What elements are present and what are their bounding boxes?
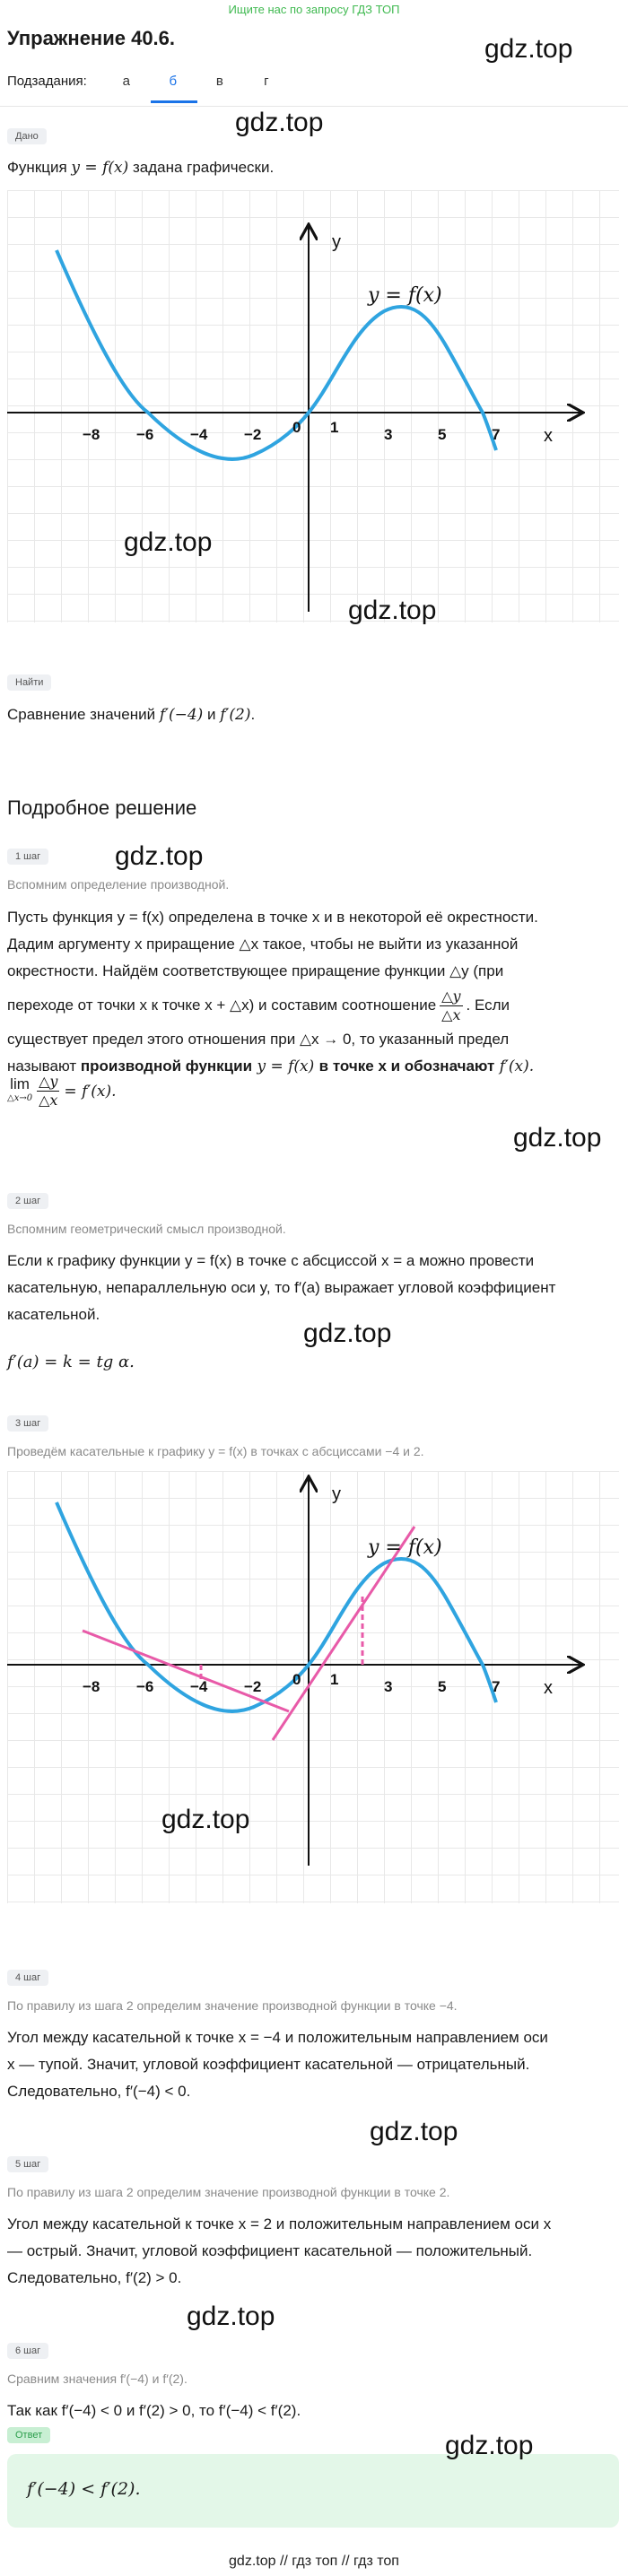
watermark: gdz.top [235,108,324,137]
answer-text: f′(−4) < f′(2). [27,2479,141,2499]
x-tick: 7 [492,1678,501,1695]
watermark: gdz.top [513,1123,602,1153]
limit-formula: lim △x→0 $\frac{\triangle y}{\triangle x}$ = f′(x). [7,1073,117,1109]
x-tick: 5 [438,1678,447,1695]
x-tick: −6 [136,426,154,443]
x-tick: 1 [330,419,339,436]
step-badge: 5 шаг [7,2156,48,2172]
solution-heading: Подробное решение [7,796,197,819]
given-badge: Дано [7,128,47,144]
x-axis-label: x [544,426,553,446]
x-tick: −2 [244,426,262,443]
subtasks-label: Подзадания: [7,74,87,89]
graph-2-svg [7,1471,619,1903]
given-text: Функция y = f(x) задана графически. [7,159,275,177]
step-hint: По правилу из шага 2 определим значение производной функции в точке −4. [7,1998,458,2013]
page-title: Упражнение 40.6. [7,27,176,49]
watermark: gdz.top [445,2431,534,2460]
x-axis-label: x [544,1678,553,1698]
step-2-text: Если к графику функции y = f(x) в точке с абсциссой x = a можно провести касательную, непараллельную оси y, то f′(a) выражает угловой коэффициент касательной. [7,1252,556,1323]
x-tick: 3 [384,426,393,443]
x-tick: 7 [492,426,501,443]
step-hint: Проведём касательные к графику y = f(x) в точках с абсциссами −4 и 2. [7,1444,424,1458]
answer-badge: Ответ [7,2427,50,2443]
step-badge: 2 шаг [7,1193,48,1209]
x-tick: −8 [83,1678,100,1695]
find-badge: Найти [7,674,51,691]
step-hint: Вспомним геометрический смысл производной. [7,1222,286,1236]
step-badge: 3 шаг [7,1415,48,1432]
x-tick: 0 [292,419,301,436]
graph-1-svg [7,190,619,622]
function-curve [57,250,496,459]
step-5-text: Угол между касательной к точке x = 2 и положительным направлением оси x — острый. Значит, угловой коэффициент касательной — положительный. Следовательно, f′(2) > 0. [7,2215,552,2286]
watermark: gdz.top [348,596,437,625]
y-axis-label: y [332,232,341,252]
promo-banner[interactable]: Ищите нас по запросу ГДЗ ТОП [228,3,400,16]
x-tick: −2 [244,1678,262,1695]
watermark: gdz.top [484,34,573,64]
watermark: gdz.top [124,527,213,557]
graph-1 [7,190,619,622]
watermark: gdz.top [115,841,204,871]
x-tick: −4 [190,1678,208,1695]
step-hint: Сравним значения f′(−4) и f′(2). [7,2371,188,2386]
step-badge: 4 шаг [7,1970,48,1986]
curve-label: y = f(x) [368,1536,442,1559]
subtasks-bar [7,74,290,89]
tangent-at-minus-4 [83,1631,289,1711]
footer[interactable]: gdz.top // гдз топ // гдз топ [229,2554,399,2569]
active-tab-indicator [151,100,197,103]
x-tick: 3 [384,1678,393,1695]
watermark: gdz.top [187,2302,275,2331]
x-tick: 5 [438,426,447,443]
find-text: Сравнение значений f′(−4) и f′(2). [7,706,256,724]
watermark: gdz.top [303,1318,392,1348]
step-hint: Вспомним определение производной. [7,877,230,892]
x-tick: 1 [330,1671,339,1688]
watermark: gdz.top [370,2117,458,2146]
tab-g[interactable]: г [264,74,269,89]
function-curve [57,1502,496,1711]
tab-a[interactable]: а [122,74,130,89]
tab-b[interactable]: б [169,74,178,89]
x-tick: −8 [83,426,100,443]
y-axis-label: y [332,1484,341,1504]
x-tick: 0 [292,1671,301,1688]
step-2-formula: f′(a) = k = tg α. [7,1353,135,1371]
step-hint: По правилу из шага 2 определим значение производной функции в точке 2. [7,2185,450,2199]
step-4-text: Угол между касательной к точке x = −4 и положительным направлением оси x — тупой. Значит, угловой коэффициент касательной — отрицательный. Следовательно, f′(−4) < 0. [7,2029,548,2100]
tab-v[interactable]: в [215,74,223,89]
x-tick: −4 [190,426,208,443]
step-badge: 1 шаг [7,849,48,865]
watermark: gdz.top [161,1805,250,1834]
graph-2 [7,1471,619,1903]
divider [0,106,628,107]
curve-label: y = f(x) [368,284,442,307]
x-tick: −6 [136,1678,154,1695]
step-badge: 6 шаг [7,2343,48,2359]
step-1-text: Пусть функция y = f(x) определена в точке x и в некоторой её окрестности. Дадим аргументу x приращение △x такое, чтобы не выйти из указанной окрестности. Найдём соответствующее приращение функции △y (при переходе от точки x к точке x + △x) и составим соотношение △y △x . Если существует предел этого отношения при △x → 0, то указанный предел называют производной функции y = f(x) в точке x и обозначают f′(x). [7,909,538,1075]
step-6-text: Так как f′(−4) < 0 и f′(2) > 0, то f′(−4) < f′(2). [7,2402,301,2419]
